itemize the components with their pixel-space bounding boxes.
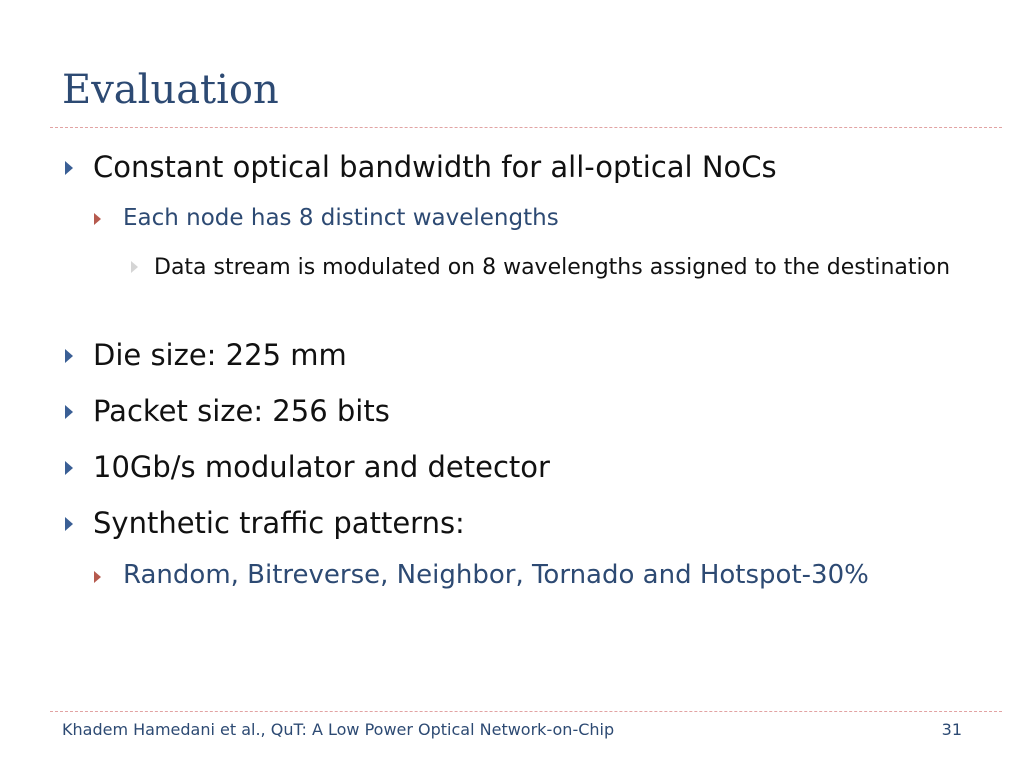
bullet-arrow-icon — [65, 461, 73, 475]
sub-bullet-text: Each node has 8 distinct wavelengths — [123, 205, 559, 231]
slide-title: Evaluation — [62, 67, 279, 113]
sub-sub-bullet-arrow-icon — [131, 261, 138, 273]
bullet-arrow-icon — [65, 349, 73, 363]
page-number: 31 — [941, 720, 962, 739]
bullet-arrow-icon — [65, 161, 73, 175]
sub-bullet-arrow-icon — [94, 213, 101, 225]
bullet-arrow-icon — [65, 405, 73, 419]
footer-citation: Khadem Hamedani et al., QuT: A Low Power Optical Network-on-Chip — [62, 720, 615, 739]
bullet-text: Packet size: 256 bits — [93, 394, 390, 428]
bullet-text: Die size: 225 mm — [93, 338, 347, 372]
footer-divider — [50, 711, 1002, 712]
sub-sub-bullet-text: Data stream is modulated on 8 wavelengths assigned to the destination — [154, 255, 951, 280]
sub-bullet-arrow-icon — [94, 571, 101, 583]
bullet-arrow-icon — [65, 517, 73, 531]
sub-bullet-text: Random, Bitreverse, Neighbor, Tornado and Hotspot-30% — [123, 560, 869, 590]
bullet-text: Constant optical bandwidth for all-optical NoCs — [93, 150, 777, 184]
bullet-text: Synthetic traffic patterns: — [93, 506, 465, 540]
bullet-text: 10Gb/s modulator and detector — [93, 450, 550, 484]
